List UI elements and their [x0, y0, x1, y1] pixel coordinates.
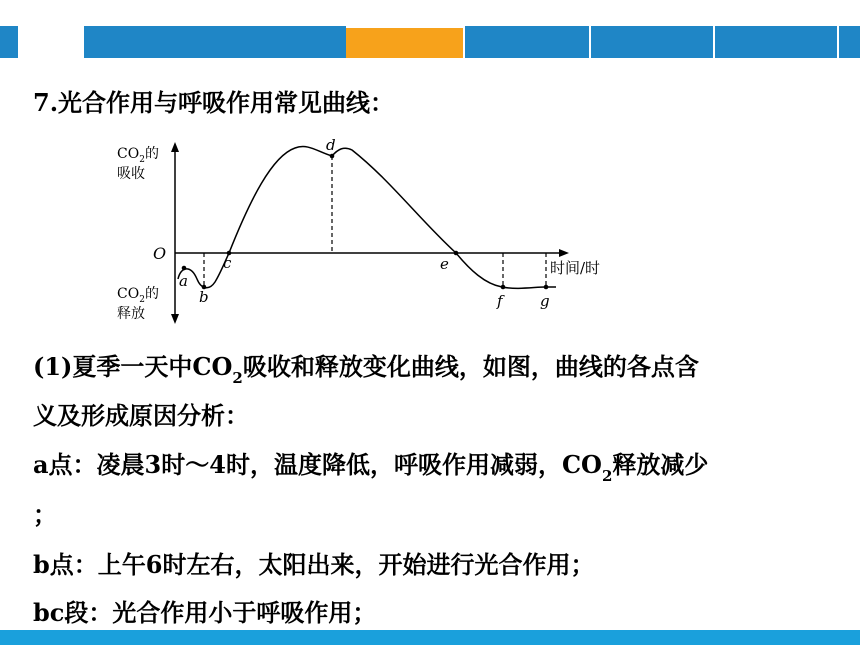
- y-axis-arrow-down: [171, 314, 179, 324]
- label-g: g: [540, 292, 550, 310]
- y-bottom-label-line1: $CO_2$的: [117, 286, 159, 305]
- x-axis-label: 时间/时: [550, 259, 601, 277]
- label-e: e: [440, 255, 449, 273]
- label-d: d: [326, 136, 336, 154]
- point-a: [182, 266, 187, 271]
- point-a-explanation: a点：凌晨3时～4时，温度降低，呼吸作用减弱，$CO_2$释放减少: [33, 450, 709, 485]
- label-a: a: [179, 272, 188, 290]
- origin-label: O: [153, 244, 167, 263]
- point-b-explanation: b点：上午6时左右，太阳出来，开始进行光合作用；: [33, 550, 595, 579]
- point-e: [454, 251, 459, 256]
- label-c: c: [223, 254, 232, 272]
- paragraph-1-line-1: (1)夏季一天中$CO_2$吸收和释放变化曲线，如图，曲线的各点含: [33, 352, 699, 387]
- y-bottom-label-line2: 释放: [117, 306, 145, 322]
- heading-text: 7.光合作用与呼吸作用常见曲线：: [33, 88, 395, 117]
- y-top-label-line1: $CO_2$的: [117, 146, 159, 165]
- point-f: [501, 285, 506, 290]
- y-axis-arrow-up: [171, 142, 179, 152]
- footer-bar: [0, 630, 860, 645]
- x-axis-arrow: [559, 249, 569, 257]
- co2-curve: [178, 147, 556, 289]
- point-d: [330, 154, 335, 159]
- label-b: b: [199, 288, 209, 306]
- y-top-label-line2: 吸收: [117, 166, 145, 182]
- segment-bc-explanation: bc段：光合作用小于呼吸作用；: [33, 598, 377, 627]
- paragraph-1-line-2: 义及形成原因分析：: [33, 401, 249, 430]
- point-g: [544, 285, 549, 290]
- point-a-semicolon: ；: [33, 500, 57, 529]
- label-f: f: [497, 292, 503, 310]
